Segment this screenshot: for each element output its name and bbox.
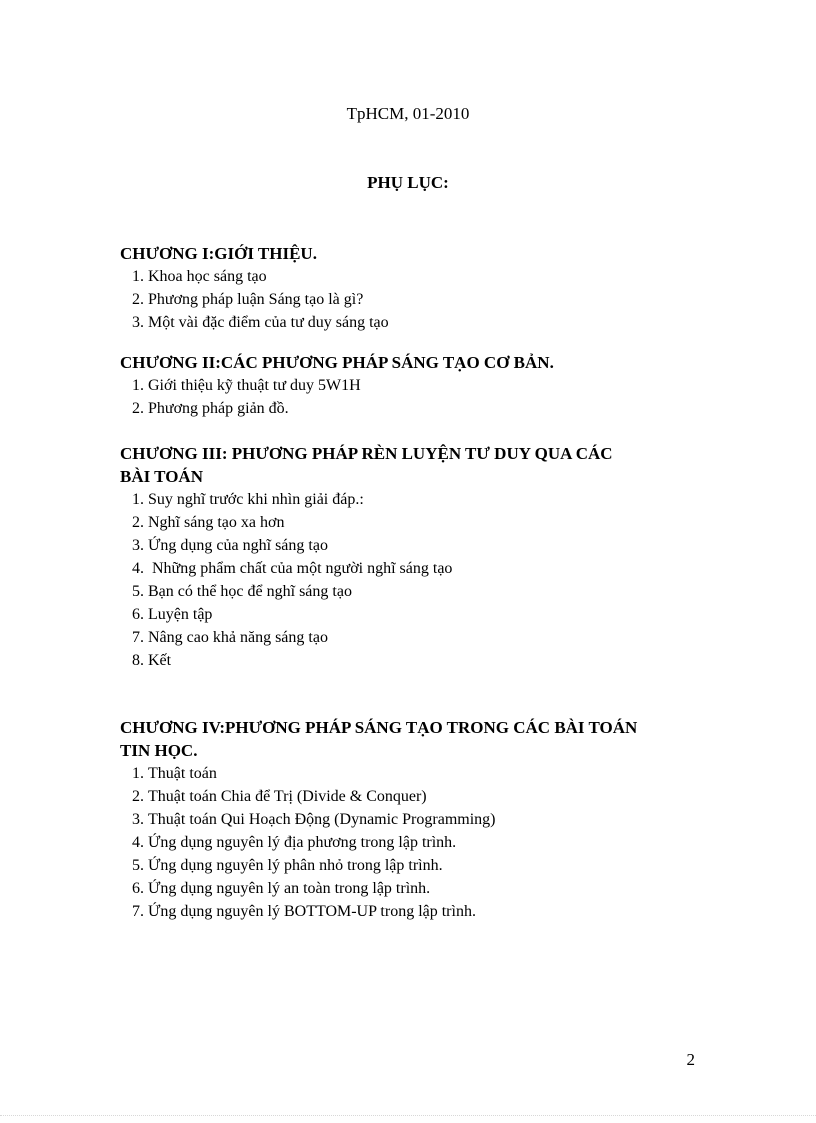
item-text: Ứng dụng nguyên lý phân nhỏ trong lập trình. <box>148 857 443 874</box>
chapter-heading: CHƯƠNG I:GIỚI THIỆU. <box>120 244 317 263</box>
item-number: 2. <box>132 291 144 308</box>
item-text: Giới thiệu kỹ thuật tư duy 5W1H <box>148 377 361 394</box>
chapter-4 <box>120 716 700 923</box>
chapter-item-list <box>120 374 700 420</box>
document-title: PHỤ LỤC: <box>367 173 449 192</box>
item-text: Ứng dụng nguyên lý BOTTOM-UP trong lập trình. <box>148 903 476 920</box>
item-number: 1. <box>132 268 144 285</box>
chapter-heading-line-2: BÀI TOÁN <box>120 467 203 486</box>
item-text: Ứng dụng nguyên lý địa phương trong lập trình. <box>148 834 457 851</box>
item-text: Những phẩm chất của một người nghĩ sáng tạo <box>148 560 453 577</box>
item-text: Khoa học sáng tạo <box>148 268 267 285</box>
list-item <box>120 877 700 900</box>
item-text: Nghĩ sáng tạo xa hơn <box>148 514 285 531</box>
chapter-1 <box>120 242 700 334</box>
item-text: Suy nghĩ trước khi nhìn giải đáp.: <box>148 491 364 508</box>
list-item <box>120 808 700 831</box>
list-item <box>120 831 700 854</box>
item-text: Ứng dụng nguyên lý an toàn trong lập trình. <box>148 880 431 897</box>
list-item <box>120 374 700 397</box>
list-item <box>120 397 700 420</box>
item-text: Thuật toán Qui Hoạch Động (Dynamic Programming) <box>148 811 496 828</box>
chapter-heading-line-2: TIN HỌC. <box>120 741 198 760</box>
item-number: 8. <box>132 652 144 669</box>
chapter-heading-line-1: CHƯƠNG III: PHƯƠNG PHÁP RÈN LUYỆN TƯ DUY QUA CÁC <box>120 444 613 463</box>
item-number: 3. <box>132 537 144 554</box>
chapter-item-list <box>120 762 700 923</box>
list-item <box>120 785 700 808</box>
list-item <box>120 603 700 626</box>
item-number: 1. <box>132 765 144 782</box>
chapter-item-list <box>120 265 700 334</box>
item-number: 3. <box>132 314 144 331</box>
page-number: 2 <box>686 1050 695 1069</box>
item-number: 2. <box>132 400 144 417</box>
item-number: 1. <box>132 377 144 394</box>
item-number: 7. <box>132 903 144 920</box>
item-text: Bạn có thể học để nghĩ sáng tạo <box>148 583 352 600</box>
list-item <box>120 649 700 672</box>
list-item <box>120 534 700 557</box>
item-number: 4. <box>132 834 144 851</box>
list-item <box>120 626 700 649</box>
item-number: 6. <box>132 606 144 623</box>
item-text: Thuật toán <box>148 765 217 782</box>
item-number: 5. <box>132 857 144 874</box>
item-text: Ứng dụng của nghĩ sáng tạo <box>148 537 328 554</box>
list-item <box>120 511 700 534</box>
list-item <box>120 580 700 603</box>
item-text: Phương pháp luận Sáng tạo là gì? <box>148 291 364 308</box>
item-text: Nâng cao khả năng sáng tạo <box>148 629 328 646</box>
item-number: 3. <box>132 811 144 828</box>
chapter-item-list <box>120 488 700 672</box>
list-item <box>120 762 700 785</box>
list-item <box>120 900 700 923</box>
list-item <box>120 854 700 877</box>
list-item <box>120 265 700 288</box>
item-text: Một vài đặc điểm của tư duy sáng tạo <box>148 314 389 331</box>
item-number: 4. <box>132 560 144 577</box>
chapter-heading: CHƯƠNG II:CÁC PHƯƠNG PHÁP SÁNG TẠO CƠ BẢN. <box>120 353 554 372</box>
item-number: 5. <box>132 583 144 600</box>
item-text: Luyện tập <box>148 606 213 623</box>
list-item <box>120 488 700 511</box>
item-number: 7. <box>132 629 144 646</box>
item-number: 2. <box>132 788 144 805</box>
chapter-3 <box>120 442 700 672</box>
item-text: Phương pháp giản đồ. <box>148 400 289 417</box>
list-item <box>120 288 700 311</box>
item-number: 6. <box>132 880 144 897</box>
date-line: TpHCM, 01-2010 <box>346 104 470 123</box>
list-item <box>120 557 700 580</box>
item-number: 1. <box>132 491 144 508</box>
list-item <box>120 311 700 334</box>
item-text: Kết <box>148 652 172 669</box>
item-number: 2. <box>132 514 144 531</box>
chapter-heading-line-1: CHƯƠNG IV:PHƯƠNG PHÁP SÁNG TẠO TRONG CÁC BÀI TOÁN <box>120 718 638 737</box>
item-text: Thuật toán Chia để Trị (Divide & Conquer) <box>148 788 427 805</box>
page-bottom-divider <box>0 1115 816 1116</box>
chapter-2 <box>120 351 700 420</box>
